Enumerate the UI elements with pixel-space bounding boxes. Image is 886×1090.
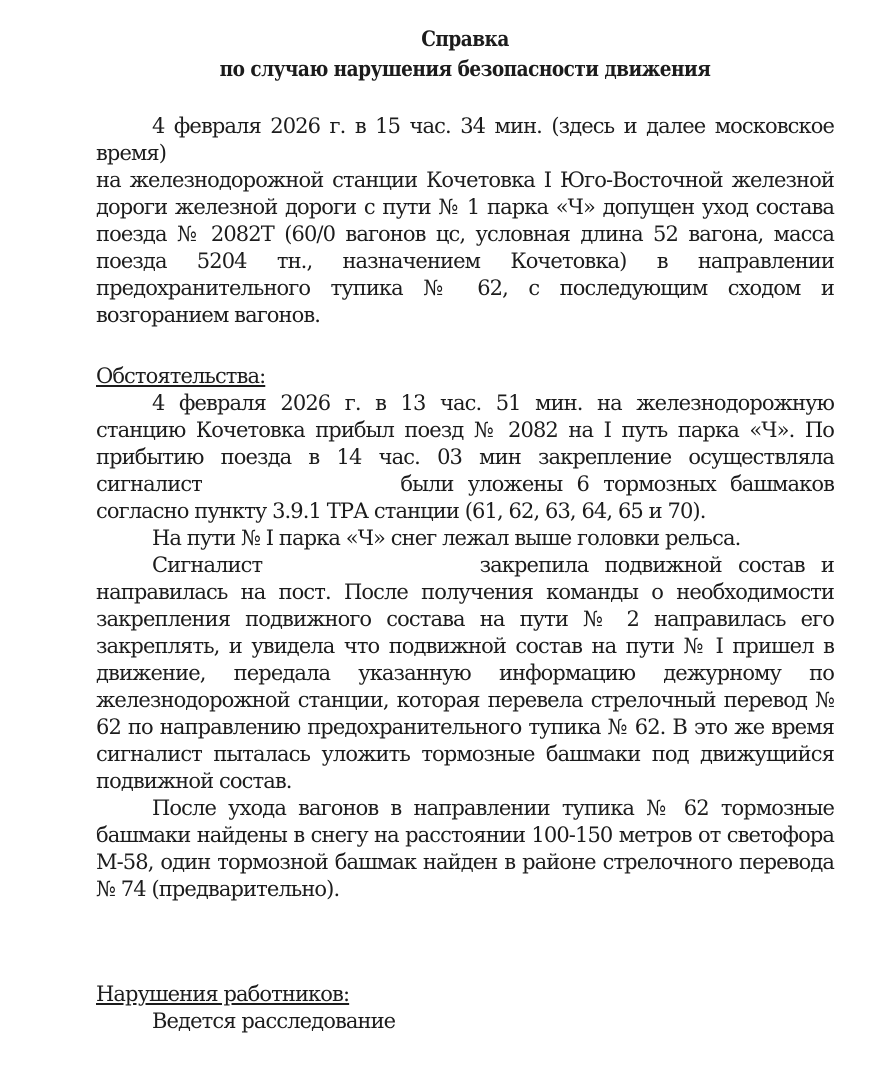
document-title: Справка — [421, 26, 509, 51]
redacted-name — [278, 552, 463, 579]
violations-heading: Нарушения работников: — [96, 982, 350, 1006]
circumstances-text-part: Сигналист — [152, 553, 279, 577]
circumstances-paragraph-snow: На пути № I парка «Ч» снег лежал выше головки рельса. — [152, 526, 741, 550]
document-page — [96, 24, 834, 1035]
circumstances-paragraph-signalman — [96, 552, 834, 795]
intro-paragraph-date: 4 февраля 2026 г. в 15 час. 34 мин. (здесь и далее московское время) — [96, 114, 834, 165]
intro-paragraph-incident: на железнодорожной станции Кочетовка I Юго-Восточной железной дороги железной дороги с пути № 1 парка «Ч» допущен уход состава поезда № 2082Т (60/0 вагонов цс, условная длина 52 вагона, масса поезда 5204 тн., назначением Кочетовка) в направлении предохранительного тупика № 62, с последующим сходом и возгоранием вагонов. — [96, 168, 834, 327]
circumstances-text-part: 4 февраля 2026 г. в 13 час. 51 мин. на железнодорожную станцию Кочетовка прибыл поезд № 2082 на I путь парка «Ч». По прибытию поезда в 14 час. 03 мин закрепление осуществляла сигналист — [96, 391, 834, 496]
redacted-name — [216, 471, 386, 498]
circumstances-paragraph-shoes-found: После ухода вагонов в направлении тупика № 62 тормозные башмаки найдены в снегу на расстоянии 100-150 метров от светофора М-58, один тормозной башмак найден в районе стрелочного перевода № 74 (предварительно). — [96, 796, 834, 901]
circumstances-text-part: были уложены 6 тормозных башмаков согласно пункту 3.9.1 ТРА станции (61, 62, 63, 64, 65 и 70). — [96, 472, 834, 523]
violations-text: Ведется расследование — [152, 1009, 396, 1033]
circumstances-heading: Обстоятельства: — [96, 364, 266, 388]
circumstances-text-part: закрепила подвижной состав и направилась на пост. После получения команды о необходимости закрепления подвижного состава на пути № 2 направилась его закреплять, и увидела что подвижной состав на пути № I пришел в движение, передала указанную информацию дежурному по железнодорожной станции, которая перевела стрелочный перевод № 62 по направлению предохранительного тупика № 62. В это же время сигналист пыталась уложить тормозные башмаки под движущийся подвижной состав. — [96, 553, 834, 793]
document-subtitle: по случаю нарушения безопасности движения — [219, 56, 711, 81]
circumstances-paragraph-arrival — [96, 390, 834, 525]
